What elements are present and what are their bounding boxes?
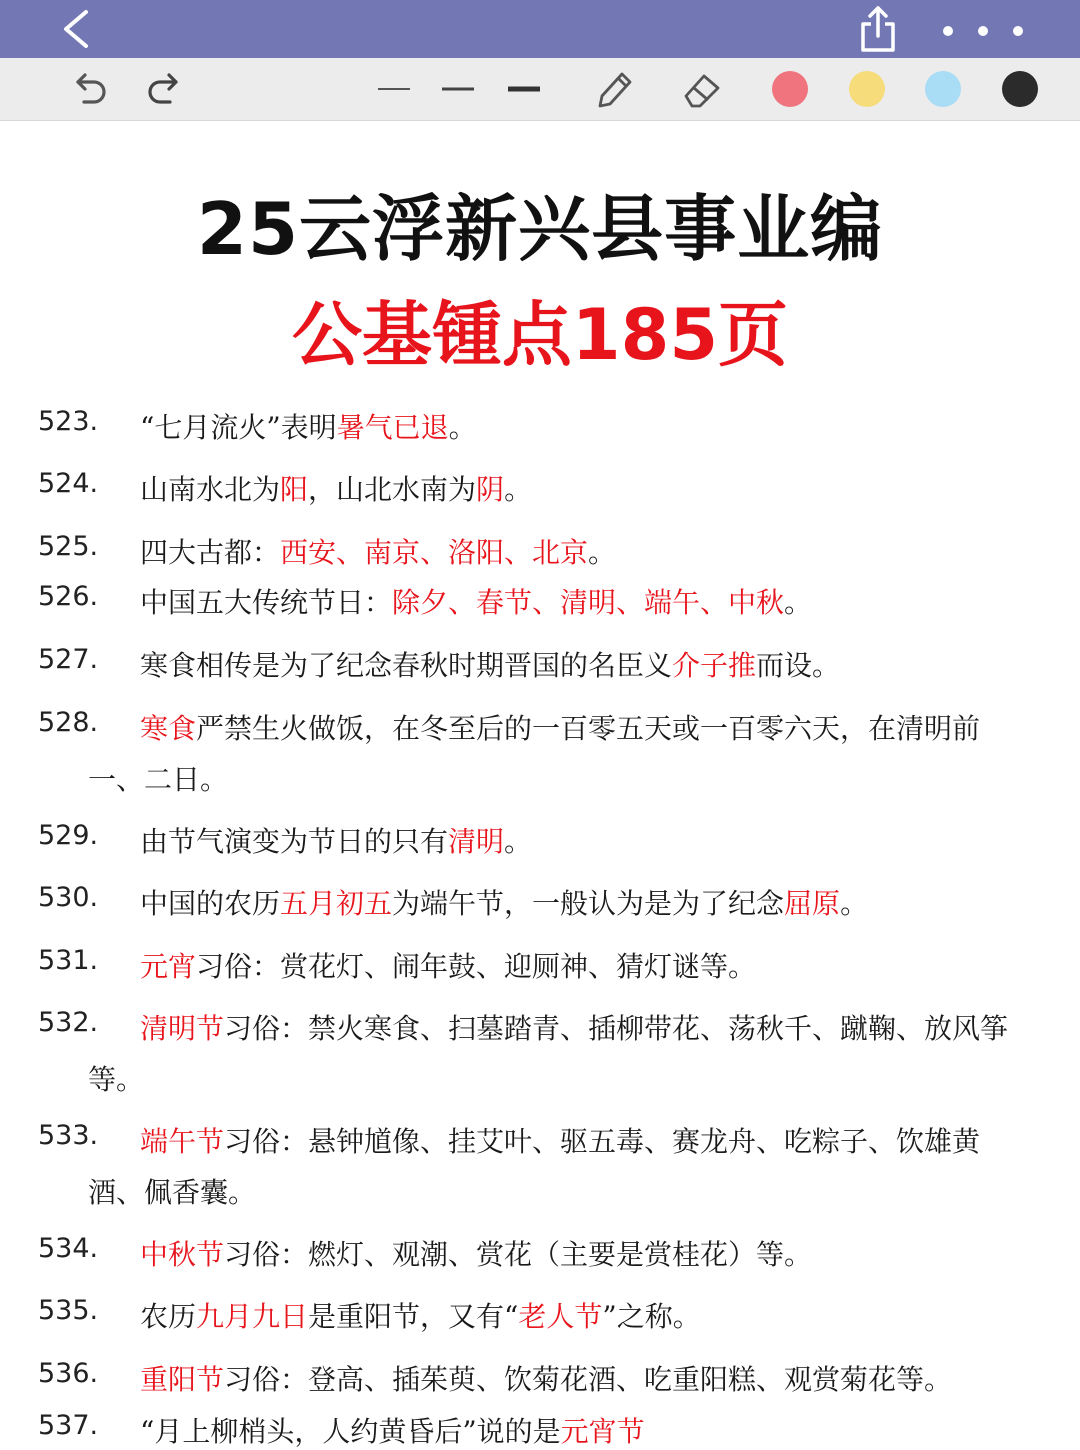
item-number: 532.: [38, 1007, 99, 1038]
highlight-text: 老人节: [518, 1300, 603, 1333]
item-text: [140, 945, 756, 985]
item-text: [140, 1120, 980, 1160]
highlight-text: 暑气已退: [336, 411, 449, 444]
item-number: 531.: [38, 945, 99, 976]
text-segment: 四大古都：: [140, 536, 281, 569]
item-text: [140, 1295, 701, 1335]
text-segment: 中国的农历: [140, 887, 281, 920]
eraser-button[interactable]: [678, 66, 724, 112]
highlight-text: 端午节: [140, 1125, 225, 1158]
item-number: 537.: [38, 1410, 99, 1441]
color-swatch-yellow[interactable]: [849, 71, 885, 107]
thin-line-icon: [374, 66, 414, 112]
text-segment: 。: [504, 473, 533, 506]
text-segment: ”之称。: [602, 1300, 701, 1333]
redo-button[interactable]: [142, 66, 188, 112]
highlight-text: 西安、南京、洛阳、北京: [280, 536, 589, 569]
color-swatch-pink[interactable]: [772, 71, 808, 107]
highlight-text: 中秋节: [140, 1238, 225, 1271]
document-page: [0, 121, 1080, 1448]
highlight-text: 清明节: [140, 1012, 225, 1045]
item-number: 534.: [38, 1233, 99, 1264]
text-segment: 由节气演变为节日的只有: [140, 825, 449, 858]
share-button[interactable]: [855, 4, 901, 54]
text-segment: 习俗：登高、插茱萸、饮菊花酒、吃重阳糕、观赏菊花等。: [224, 1363, 953, 1396]
text-segment: 习俗：禁火寒食、扫墓踏青、插柳带花、荡秋千、蹴鞠、放风筝: [224, 1012, 1009, 1045]
item-text: [140, 707, 980, 747]
annotation-toolbar: [0, 58, 1080, 121]
item-text: [140, 1410, 645, 1450]
text-segment: 习俗：赏花灯、闹年鼓、迎厕神、猜灯谜等。: [196, 950, 757, 983]
page-title: 25云浮新兴县事业编: [196, 187, 884, 271]
text-segment: 习俗：燃灯、观潮、赏花（主要是赏桂花）等。: [224, 1238, 813, 1271]
highlight-text: 除夕、春节、清明、端午、中秋: [392, 586, 785, 619]
chevron-left-icon: [56, 6, 100, 52]
item-number: 524.: [38, 468, 99, 499]
undo-button[interactable]: [66, 66, 112, 112]
text-segment: 而设。: [756, 649, 841, 682]
undo-icon: [66, 66, 112, 112]
color-swatch-blue[interactable]: [925, 71, 961, 107]
highlight-text: 阴: [476, 473, 505, 506]
item-text: [140, 581, 812, 621]
highlight-text: 介子推: [672, 649, 757, 682]
pen-icon: [590, 66, 636, 112]
highlight-text: 九月九日: [196, 1300, 309, 1333]
thick-line-button[interactable]: [504, 66, 544, 112]
medium-line-icon: [438, 66, 478, 112]
highlight-text: 元宵: [140, 950, 197, 983]
item-text: [140, 406, 477, 446]
text-segment: 农历: [140, 1300, 197, 1333]
text-segment: 中国五大传统节日：: [140, 586, 393, 619]
item-text-continuation: 一、二日。: [88, 763, 229, 796]
item-text: [140, 644, 840, 684]
highlight-text: 重阳节: [140, 1363, 225, 1396]
item-text-continuation: 酒、佩香囊。: [88, 1176, 257, 1209]
item-number: 528.: [38, 707, 99, 738]
highlight-text: 五月初五: [280, 887, 393, 920]
item-text-continuation: 等。: [88, 1063, 145, 1096]
highlight-text: 寒食: [140, 712, 197, 745]
item-text: [140, 1233, 812, 1273]
text-segment: 寒食相传是为了纪念春秋时期晋国的名臣义: [140, 649, 673, 682]
text-segment: 是重阳节，又有“: [308, 1300, 519, 1333]
text-segment: 。: [504, 825, 533, 858]
item-number: 523.: [38, 406, 99, 437]
text-segment: 。: [840, 887, 869, 920]
back-button[interactable]: [56, 6, 100, 52]
item-number: 526.: [38, 581, 99, 612]
text-segment: 。: [784, 586, 813, 619]
item-text: [140, 531, 616, 571]
item-number: 535.: [38, 1295, 99, 1326]
highlight-text: 清明: [448, 825, 505, 858]
redo-icon: [142, 66, 188, 112]
highlight-text: 元宵节: [560, 1415, 645, 1448]
more-button[interactable]: [938, 20, 1028, 42]
item-text: [140, 820, 532, 860]
item-text: [140, 1358, 952, 1398]
eraser-icon: [678, 66, 724, 112]
text-segment: 。: [448, 411, 477, 444]
item-number: 536.: [38, 1358, 99, 1389]
item-text: [140, 1007, 1008, 1047]
text-segment: 为端午节，一般认为是为了纪念: [392, 887, 785, 920]
text-segment: ，山北水南为: [308, 473, 477, 506]
medium-line-button[interactable]: [438, 66, 478, 112]
item-number: 527.: [38, 644, 99, 675]
color-swatch-black[interactable]: [1002, 71, 1038, 107]
item-number: 529.: [38, 820, 99, 851]
thick-line-icon: [504, 66, 544, 112]
text-segment: 习俗：悬钟馗像、挂艾叶、驱五毒、赛龙舟、吃粽子、饮雄黄: [224, 1125, 981, 1158]
item-number: 533.: [38, 1120, 99, 1151]
text-segment: 。: [588, 536, 617, 569]
highlight-text: 阳: [280, 473, 309, 506]
text-segment: “七月流火”表明: [140, 411, 337, 444]
item-number: 525.: [38, 531, 99, 562]
text-segment: 山南水北为: [140, 473, 281, 506]
text-segment: “月上柳梢头，人约黄昏后”说的是: [140, 1415, 561, 1448]
thin-line-button[interactable]: [374, 66, 414, 112]
item-number: 530.: [38, 882, 99, 913]
top-nav-bar: [0, 0, 1080, 58]
more-dots-icon: [938, 20, 1028, 42]
page-subtitle: 公基锺点185页: [291, 294, 789, 376]
highlight-text: 屈原: [784, 887, 841, 920]
item-text: [140, 468, 532, 508]
text-segment: 严禁生火做饭，在冬至后的一百零五天或一百零六天，在清明前: [196, 712, 981, 745]
share-icon: [855, 4, 901, 54]
item-text: [140, 882, 868, 922]
pen-button[interactable]: [590, 66, 636, 112]
